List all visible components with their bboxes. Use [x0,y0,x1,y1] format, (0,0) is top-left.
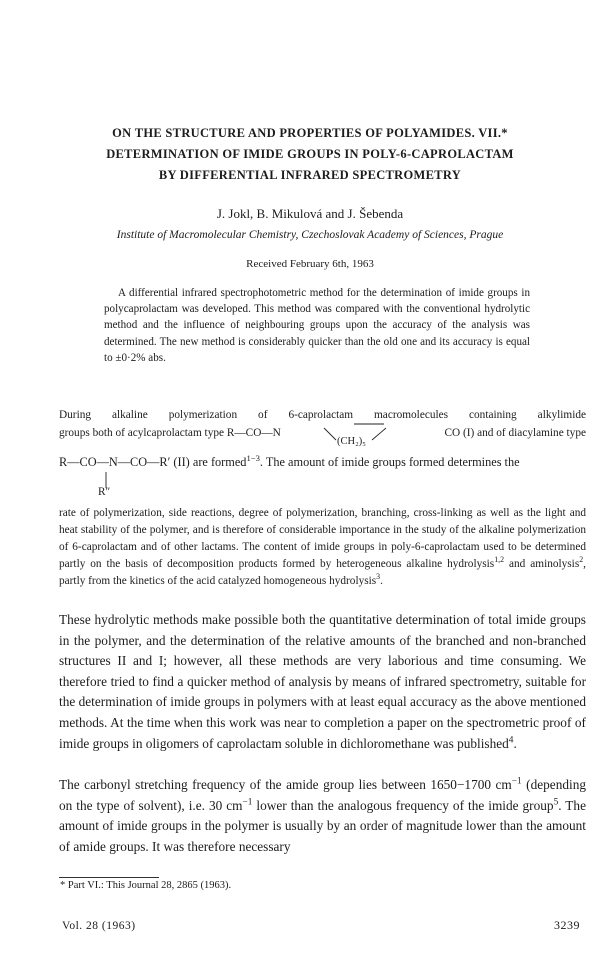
article-title-line-1: ON THE STRUCTURE AND PROPERTIES OF POLYAMIDES. VII.* [112,126,508,140]
affiliation: Institute of Macromolecular Chemistry, Czechoslovak Academy of Sciences, Prague [116,229,504,241]
paragraph-1: These hydrolytic methods make possible both the quantitative determination of total imide groups in the polymer, and the determination of the relative amounts of the branched and non-branched structures II and I; however, all these methods are very laborious and time consuming. We therefore tried to find a quicker method of analysis by means of infrared spectrometry, suitable for the determination of imide groups in polymers with at least equal accuracy as the above mentioned methods. At the time when this work was near to completion a paper on the spectrometric proof of imide groups in oligomers of caprolactam soluble in dichloromethane was published$^4$. [59,612,586,751]
paragraph-2: The carbonyl stretching frequency of the amide group lies between 1650−1700 $cm^{-1}$ (depending on the type of solvent), i.e. 30 $cm^{-1}$ lower than the analogous frequency of the imide group$^5$. The amount of imide groups in the polymer is usually by an order of magnitude lower than the amount of amide groups. It was therefore necessary [59,776,586,854]
intro-paragraph-rest: rate of polymerization, side reactions, degree of polymerization, branching, cross-linking as well as the light and heat stability of the polymer, and is therefore of considerable importance in the study of the alkaline polymerization of 6-caprolactam and of other lactams. The content of imide groups in poly-6-caprolactam used to be determined partly on the basis of decomposition products formed by heterogeneous alkaline hydrolysis$^{1,2}$ and aminolysis$^2$, partly from the kinetics of the acid catalyzed homogeneous hydrolysis$^3$. [59,507,586,587]
intro-line-3 [59,452,520,470]
page-number: 3239 [554,918,580,932]
article-title-line-3: BY DIFFERENTIAL INFRARED SPECTROMETRY [158,168,462,182]
r-double-prime: R″ [98,486,111,498]
intro-line-2b: CO (I) and of diacylamine type [444,427,586,439]
abstract: A differential infrared spectrophotometric method for the determination of imide groups in polycaprolactam was developed. This method was compared with the conventional hydrolytic method and the influence of neighbouring groups upon the accuracy of the analysis was determined. The new method is considerably quicker than the old one and its accuracy is equal to ±0·2% abs. [104,287,530,364]
ring-label: (CH₂)₅ [337,436,366,447]
ref-1-3: 1−3 [246,452,260,463]
footnote-divider [59,877,159,878]
intro-line-3-text: . The amount of imide groups formed determines the [259,455,520,469]
footnote: * Part VI.: This Journal 28, 2865 (1963). [60,880,232,891]
authors: J. Jokl, B. Mikulová and J. Šebenda [216,206,404,221]
intro-line-2a: groups both of acylcaprolactam type R—CO—N [59,427,281,439]
journal-volume: Vol. 28 (1963) [62,920,136,932]
intro-line-1: During alkaline polymerization of 6-caprolactam macromolecules containing alkylimide [59,409,586,421]
diacylamine-formula: R—CO—N—CO—R′ (II) are formed [59,455,247,469]
article-title-line-2: DETERMINATION OF IMIDE GROUPS IN POLY-6-CAPROLACTAM [106,147,514,161]
received-date: Received February 6th, 1963 [246,258,374,270]
